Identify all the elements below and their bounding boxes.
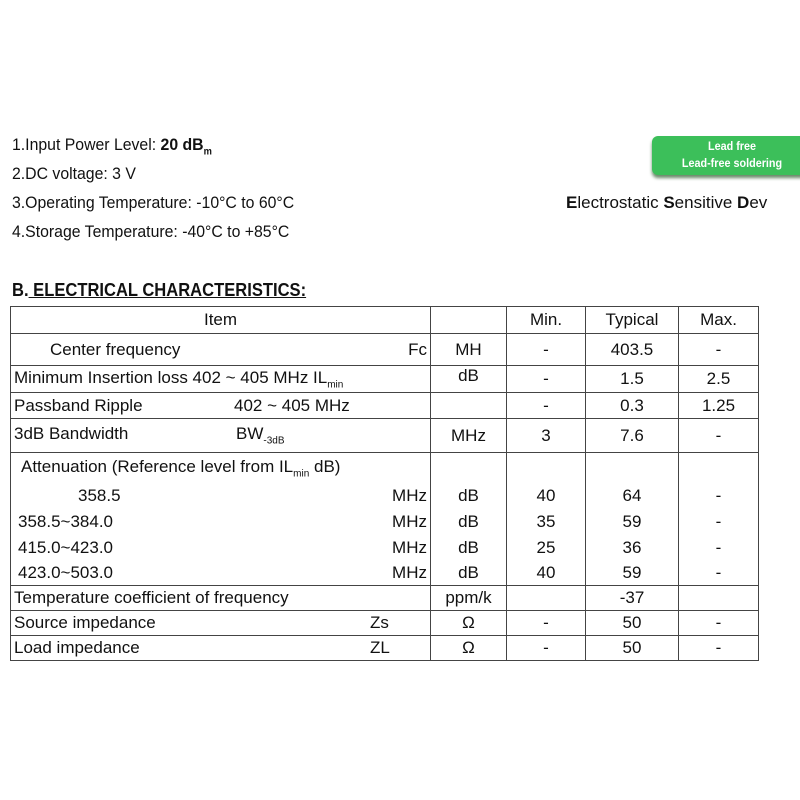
electrical-characteristics-table [10, 306, 759, 661]
text [431, 393, 507, 419]
text: 50 [586, 635, 679, 660]
text: dB [431, 483, 507, 509]
text: 358.5~384.0 [18, 511, 114, 531]
text: dB [431, 535, 507, 561]
text: lectrostatic [577, 193, 664, 212]
text: 402 ~ 405 MHz [234, 395, 350, 415]
text: - [679, 635, 759, 660]
text: 40 [507, 561, 586, 586]
text: 3dB Bandwidth [14, 424, 129, 444]
text: - [507, 610, 586, 635]
text: MHz [392, 537, 427, 557]
text: - [679, 483, 759, 509]
text: 415.0~423.0 [18, 537, 114, 557]
table-row [11, 334, 759, 366]
text: dB [431, 509, 507, 535]
text: 59 [586, 561, 679, 586]
text: 3 [507, 419, 586, 453]
text: Fc [408, 339, 427, 359]
text: 50 [586, 610, 679, 635]
condition-dc-voltage: 2.DC voltage: 3 V [12, 164, 136, 183]
text: ensitive [674, 193, 738, 212]
text: dB) [309, 456, 341, 476]
text: ZL [370, 637, 390, 657]
text: BW [236, 424, 264, 444]
table-header [11, 307, 759, 334]
text: 403.5 [586, 334, 679, 366]
text: - [507, 334, 586, 366]
text: D [737, 193, 750, 212]
text: 358.5 [78, 485, 121, 505]
header-unit [431, 307, 507, 334]
text: 25 [507, 535, 586, 561]
table-row [11, 366, 759, 393]
text: MHz [392, 485, 427, 505]
text: 423.0~503.0 [18, 562, 114, 582]
table-row [11, 635, 759, 660]
text: MHz [392, 562, 427, 582]
text: S [663, 193, 675, 212]
text: min [327, 379, 344, 391]
text: Ω [431, 610, 507, 635]
text: - [507, 635, 586, 660]
text [507, 585, 586, 610]
table-row [11, 419, 759, 453]
lead-free-badge [652, 136, 800, 175]
text: 64 [586, 483, 679, 509]
header-min: Min. [507, 307, 586, 334]
text: B. [12, 280, 29, 300]
header-max: Max. [679, 307, 759, 334]
badge-line2: Lead-free soldering [681, 156, 783, 170]
esd-label [566, 193, 767, 213]
text: min [293, 467, 310, 479]
condition-storage-temp: 4.Storage Temperature: -40°C to +85°C [12, 222, 290, 241]
value: 20 dB [160, 135, 204, 154]
text: - [507, 366, 586, 393]
text: Ω [431, 635, 507, 660]
text [679, 585, 759, 610]
text: Load impedance [14, 637, 140, 657]
text: - [679, 610, 759, 635]
table-row [11, 509, 759, 535]
value-sub: m [203, 146, 212, 158]
text: - [679, 509, 759, 535]
section-title [12, 280, 306, 301]
text: ev [749, 193, 768, 212]
text: 36 [586, 535, 679, 561]
text: Source impedance [14, 612, 156, 632]
text: Temperature coefficient of frequency [11, 585, 431, 610]
text: Center frequency [50, 339, 181, 359]
text: Passband Ripple [14, 395, 143, 415]
label: 1.Input Power Level: [12, 135, 161, 154]
text: 59 [586, 509, 679, 535]
text: 7.6 [586, 419, 679, 453]
text: 1.25 [679, 393, 759, 419]
text: E [566, 193, 578, 212]
text: ppm/k [431, 585, 507, 610]
text: 35 [507, 509, 586, 535]
table-row [11, 393, 759, 419]
badge-line1: Lead free [707, 139, 757, 153]
table-row [11, 585, 759, 610]
text: - [679, 535, 759, 561]
text: 0.3 [586, 393, 679, 419]
attenuation-title-row [11, 453, 759, 483]
text: dB [431, 366, 507, 393]
text: Minimum Insertion loss 402 ~ 405 MHz IL [14, 367, 328, 387]
table-row [11, 535, 759, 561]
text: Attenuation (Reference level from IL [21, 456, 294, 476]
text: -3dB [263, 435, 285, 447]
text: MHz [392, 511, 427, 531]
text: 40 [507, 483, 586, 509]
text: MHz [431, 419, 507, 453]
text: - [507, 393, 586, 419]
condition-operating-temp: 3.Operating Temperature: -10°C to 60°C [12, 193, 295, 212]
text: ELECTRICAL CHARACTERISTICS: [28, 280, 307, 300]
table-row [11, 610, 759, 635]
table-row [11, 483, 759, 509]
text: 2.5 [679, 366, 759, 393]
condition-input-power [12, 135, 212, 157]
text: -37 [586, 585, 679, 610]
text: dB [431, 561, 507, 586]
text: - [679, 561, 759, 586]
header-typical: Typical [586, 307, 679, 334]
text: 1.5 [586, 366, 679, 393]
text: Zs [370, 612, 389, 632]
header-item: Item [11, 307, 431, 334]
table-row [11, 561, 759, 586]
text: MH [431, 334, 507, 366]
text: - [679, 334, 759, 366]
text: - [679, 419, 759, 453]
